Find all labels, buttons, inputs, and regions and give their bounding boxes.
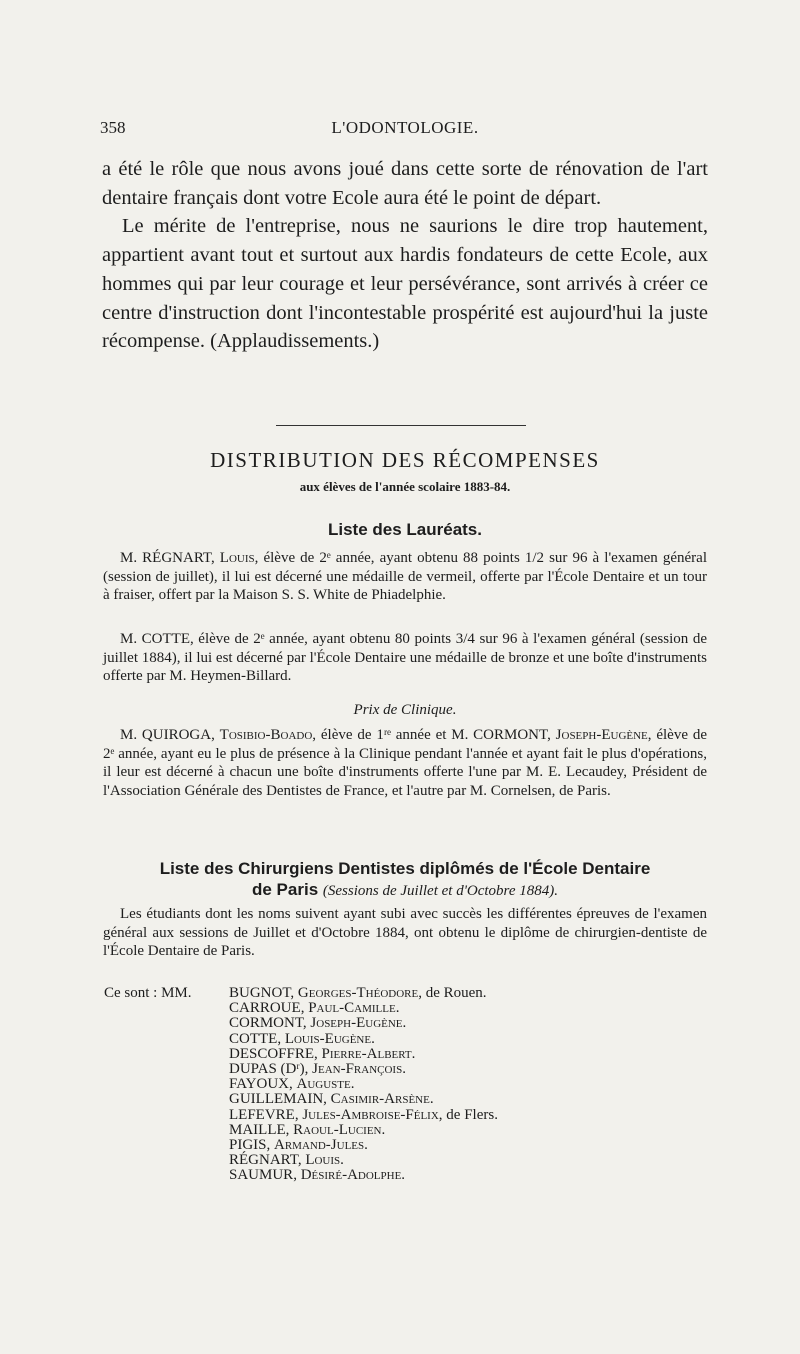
diplome-name: FAYOUX, Auguste. — [229, 1076, 355, 1093]
chirurgiens-title — [100, 858, 710, 902]
diplome-firstnames: Joseph-Eugène — [310, 1015, 403, 1032]
list-lead — [104, 1077, 229, 1092]
chirurgiens-intro — [103, 905, 707, 961]
diplome-name: MAILLE, Raoul-Lucien. — [229, 1121, 386, 1138]
diplome-surname: FAYOUX — [229, 1076, 290, 1093]
diplome-firstnames: Pierre-Albert — [321, 1045, 412, 1062]
list-item — [104, 1047, 704, 1062]
list-item — [104, 1108, 704, 1123]
list-item — [104, 1138, 704, 1153]
distribution-subtitle: aux élèves de l'année scolaire 1883-84. — [299, 479, 511, 494]
diplome-name: PIGIS, Armand-Jules. — [229, 1137, 368, 1154]
diplome-name: CORMONT, Joseph-Eugène. — [229, 1015, 407, 1032]
diplome-surname: SAUMUR — [229, 1167, 294, 1184]
laureat-text: , élève de 2ᵉ année, ayant obtenu 88 points 1/2 sur 96 à l'examen général (session de juillet), il lui est décerné une médaille de vermeil, offerte par l'École Dentaire et un tour à fraiser, offert par la Maison S. S. White de Phiadelphie. — [103, 550, 707, 604]
diplome-suffix: . — [350, 1076, 355, 1093]
intro-paragraph-1: a été le rôle que nous avons joué dans cette sorte de rénovation de l'art dentaire français dont votre Ecole aura été le point de départ. — [102, 158, 708, 209]
section-divider — [276, 425, 526, 426]
diplome-firstnames: Jean-François — [312, 1061, 403, 1078]
chirurgiens-title-line2: de Paris — [252, 880, 319, 899]
list-lead: Ce sont : MM. — [104, 985, 192, 1001]
list-lead — [104, 1108, 229, 1123]
list-item — [104, 1016, 704, 1031]
diplome-firstnames: Auguste — [296, 1076, 351, 1093]
diplome-name: DUPAS (Dʳ), Jean-François. — [229, 1061, 406, 1078]
prix-clinique-title: Prix de Clinique. — [353, 702, 457, 718]
diplome-name: COTTE, Louis-Eugène. — [229, 1030, 375, 1047]
chirurgiens-intro-text: Les étudiants dont les noms suivent ayant subi avec succès les différentes épreuves de l'examen général aux sessions de Juillet et d'Octobre 1884, ont obtenu le diplôme de chirurgien-dentiste de l'École Dentaire de Paris. — [103, 906, 707, 960]
laureat-name: M. QUIROGA, — [120, 727, 220, 743]
laureat-firstname: Louis — [219, 550, 255, 566]
diplome-surname: RÉGNART — [229, 1152, 298, 1169]
diplome-surname: COTTE — [229, 1030, 278, 1047]
diplome-suffix: . — [340, 1152, 344, 1169]
list-item — [104, 1077, 704, 1092]
list-item — [104, 1032, 704, 1047]
list-lead — [104, 1001, 229, 1016]
list-item — [104, 986, 704, 1001]
chirurgiens-sessions: (Sessions de Juillet et d'Octobre 1884). — [322, 883, 558, 899]
diplome-suffix: . — [411, 1045, 416, 1062]
laureat-text: , élève de 2ᵉ année, ayant eu le plus de présence à la Clinique pendant l'année et ayant fait le plus d'opérations, il leur est décerné à chacun une boîte d'instruments offerte l'une par M. E. Lecaudey, Président de l'Association Générale des Dentistes de France, et l'autre par M. Cornelsen, de Paris. — [103, 727, 707, 800]
diplome-name: CARROUE, Paul-Camille. — [229, 1000, 400, 1017]
diplome-firstnames: Raoul-Lucien — [293, 1121, 382, 1138]
intro-text — [102, 155, 708, 356]
diplome-surname: GUILLEMAIN — [229, 1091, 324, 1108]
diplome-name: RÉGNART, Louis. — [229, 1152, 344, 1169]
laureat-firstname: Joseph-Eugène — [555, 727, 648, 743]
laureats-paragraph-quiroga — [103, 726, 707, 801]
diplome-suffix: , de Rouen. — [418, 985, 487, 1001]
diplome-surname: MAILLE — [229, 1121, 286, 1138]
laureat-text: M. COTTE, élève de 2ᵉ année, ayant obtenu 80 points 3/4 sur 96 à l'examen général (session de juillet 1884), il lui est décerné par l'École Dentaire une médaille de bronze et une boîte d'instruments offerte par M. Heymen-Billard. — [103, 631, 707, 685]
list-item — [104, 1092, 704, 1107]
diplome-suffix: . — [402, 1015, 407, 1032]
diplome-firstnames: Désiré-Adolphe — [300, 1167, 402, 1184]
list-lead — [104, 1032, 229, 1047]
diplome-firstnames: Louis-Eugène — [284, 1030, 372, 1047]
diplome-firstnames: Louis — [305, 1152, 341, 1169]
diplome-surname: CARROUE — [229, 1000, 301, 1017]
diplome-name: SAUMUR, Désiré-Adolphe. — [229, 1167, 406, 1184]
diplome-name: LEFEVRE, Jules-Ambroise-Félix, de Flers. — [229, 1106, 498, 1123]
diplome-surname: DUPAS (Dʳ) — [229, 1061, 305, 1078]
intro-paragraph-2: Le mérite de l'entreprise, nous ne saurions le dire trop hautement, appartient avant tout et surtout aux hardis fondateurs de cette Ecole, aux hommes qui par leur courage et leur persévérance, sont arrivés à créer ce centre d'instruction dont l'incontestable prospérité est aujourd'hui la juste récompense. (Applaudissements.) — [102, 215, 708, 353]
diplome-suffix: . — [381, 1121, 386, 1138]
list-lead — [104, 1047, 229, 1062]
diplome-firstnames: Georges-Théodore — [297, 985, 419, 1001]
page-number: 358 — [100, 118, 126, 137]
diplome-firstnames: Armand-Jules — [274, 1137, 365, 1154]
diplome-suffix: . — [371, 1030, 375, 1047]
list-lead — [104, 1123, 229, 1138]
list-lead — [104, 1062, 229, 1077]
list-item — [104, 1123, 704, 1138]
diplome-name: DESCOFFRE, Pierre-Albert. — [229, 1045, 416, 1062]
laureat-name: M. RÉGNART, — [120, 550, 220, 566]
diplome-name: BUGNOT, Georges-Théodore, de Rouen. — [229, 985, 487, 1001]
list-item — [104, 1062, 704, 1077]
laureat-firstname: Tosibio-Boado — [219, 727, 313, 743]
laureats-paragraph-cotte — [103, 630, 707, 686]
diplome-surname: PIGIS — [229, 1137, 267, 1154]
diplome-surname: CORMONT — [229, 1015, 303, 1032]
diplomes-list — [104, 986, 704, 1184]
list-item — [104, 1001, 704, 1016]
chirurgiens-title-line1: Liste des Chirurgiens Dentistes diplômés de l'École Dentaire — [159, 859, 651, 878]
diplome-suffix: . — [364, 1137, 368, 1154]
diplome-firstnames: Jules-Ambroise-Félix — [302, 1106, 439, 1123]
laureat-text: , élève de 1ʳᵉ année et M. CORMONT, — [312, 727, 556, 743]
distribution-title: DISTRIBUTION DES RÉCOMPENSES — [210, 448, 600, 472]
diplome-suffix: , de Flers. — [438, 1106, 498, 1123]
diplome-name: GUILLEMAIN, Casimir-Arsène. — [229, 1091, 434, 1108]
running-title: L'ODONTOLOGIE. — [331, 118, 479, 137]
list-lead — [104, 1168, 229, 1183]
diplome-surname: BUGNOT — [229, 985, 291, 1001]
diplome-suffix: . — [429, 1091, 434, 1108]
list-lead — [104, 1153, 229, 1168]
diplome-suffix: . — [401, 1167, 406, 1184]
laureats-paragraph-regnart — [103, 549, 707, 605]
diplome-firstnames: Casimir-Arsène — [330, 1091, 430, 1108]
diplome-surname: DESCOFFRE — [229, 1045, 315, 1062]
list-item — [104, 1153, 704, 1168]
page-header — [100, 118, 710, 140]
list-item — [104, 1168, 704, 1183]
diplome-suffix: . — [395, 1000, 400, 1017]
diplome-surname: LEFEVRE — [229, 1106, 295, 1123]
diplome-firstnames: Paul-Camille — [308, 1000, 396, 1017]
laureats-title: Liste des Lauréats. — [327, 520, 482, 539]
diplome-suffix: . — [402, 1061, 406, 1078]
list-lead — [104, 1138, 229, 1153]
list-lead — [104, 1092, 229, 1107]
list-lead — [104, 1016, 229, 1031]
